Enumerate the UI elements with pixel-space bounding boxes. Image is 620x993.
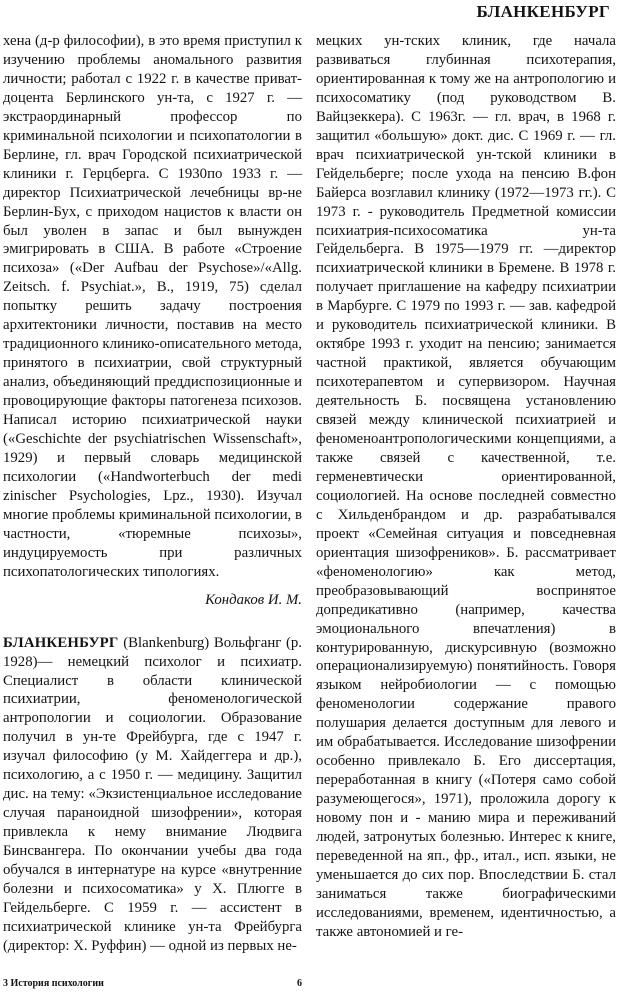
entry-text-continued: мецких ун-тских клиник, где начала развиваться глубинная психотерапия, ориентированная к тому же на антропологию и психосоматику (под руководством В. Вайцзеккера). С 1963г. — гл. врач, в 1968 г. защитил «большую» докт. дис. С 1969 г. — гл. врач психиатрической ун-тской клиники в Гейдельберге; после ухода на пенсию В.фон Байерса возглавил клинику (1972—1973 гг.). С 1973 г. - руководитель Предметной комиссии психиатрия-психосоматика ун-та Гейдельберга. В 1975—1979 гг. —директор психиатрической клиники в Бремене. В 1978 г. получает приглашение на кафедру психиатрии в Марбурге. С 1979 по 1993 г. — зав. кафедрой и руководитель психиатрической клиники. В октябре 1993 г. уходит на пенсию; занимается частной практикой, является обучающим психотерапевтом и супервизором. Научная деятельность Б. посвящена установлению связей между клинической психиатрией и феноменоантропологическими концепциями, а также связей с качественной, т.е. герменевтически ориентированной, социологией. На основе последней совместно с Хильденбрандом и др. разрабатывался проект «Семейная ситуация и повседневная ориентация шизофреников». Б. рассматривает «феноменологию» как метод, преобразовывающий воспринятое допредикативно (например, качества эмоционального впечатления) в контурированную, дискурсивную (возможно операционализируемую) понятийность. Говоря языком нейробиологии — с помощью феноменологии содержание правого полушария делается доступным для левого и им обрабатывается. Исследование шизофрении особенно привлекало Б. Его диссертация, переработанная в книгу («Потеря само собой разумеющегося», 1971), проложила дорогу к новому пон и - манию мира и переживаний людей, затронутых болезнью. Интерес к книге, переведенной на яп., фр., итал., исп. языки, не уменьшается до сих пор. Впоследствии Б. стал заниматься также биографическими исследованиями, временем, идентичностью, а также автономией и ге- xyxy=(316,33,616,940)
author-signature: Кондаков И. М. xyxy=(205,591,302,608)
left-column xyxy=(3,32,302,956)
entry-headword: БЛАНКЕНБУРГ xyxy=(3,634,119,651)
entry-blankenburg xyxy=(3,634,302,956)
continued-article-text: хена (д-р философии), в это время приступил к изучению проблемы аномального развития личности; работал с 1922 г. в качестве приват-доцента Берлинского ун-та, с 1927 г. — экстраординарный профессор по криминальной психологии и психопатологии в Берлине, гл. врач Городской психиатрической клиники г. Герцберга. С 1930по 1933 г. —директор Психиатрической лечебницы вр-не Берлин-Бух, с приходом нацистов к власти он был уволен в запас и был вынужден эмигрировать в США. В работе «Строение психоза» («Der Aufbau der Psychose»/«Allg. Zeitsch. f. Psychiat.», В., 1919, 75) сделал попытку решить задачу построения архитектоники личности, поставив на место традиционного клинико-описательного метода, принятого в психиатрии, свой структурный анализ, объединяющий преддиспозиционные и провоцирующие факторы патогенеза психозов. Написал историю психиатрической науки («Geschichte der psychiatrischen Wissenschaft», 1929) и первый словарь медицинской психологии («Handworterbuch der medi zinischer Psychologies, Lpz., 1930). Изучал многие проблемы криминальной психологии, в частности, «тюремные психозы», индуцируемость при различных психопатологических типологиях. xyxy=(3,33,302,580)
page-number: 6 xyxy=(297,978,302,989)
signature-mark: 3 История психологии xyxy=(3,978,104,989)
entry-text-start: (Blankenburg) Вольфганг (р. 1928)— немецкий психолог и психиатр. Специалист в области клинической психиатрии, феноменологической антропологии и социологии. Образование получил в ун-те Фрейбурга, где с 1947 г. изучал философию (у М. Хайдеггера и др.), психологию, а с 1950 г. — медицину. Защитил дис. на тему: «Экзистенциальное исследование случая параноидной шизофрении», которая привлекла к нему внимание Людвига Бинсвангера. По окончании учебы два года обучался в интернатуре на курсе «внутренние болезни и психосоматика» у X. Плюгге в Гейдельберге. С 1959 г. — ассистент в психиатрической клинике ун-та Фрейбурга (директор: X. Руффин) — одной из первых не- xyxy=(3,634,302,954)
right-column xyxy=(316,32,616,942)
running-head: БЛАНКЕНБУРГ xyxy=(476,2,610,21)
